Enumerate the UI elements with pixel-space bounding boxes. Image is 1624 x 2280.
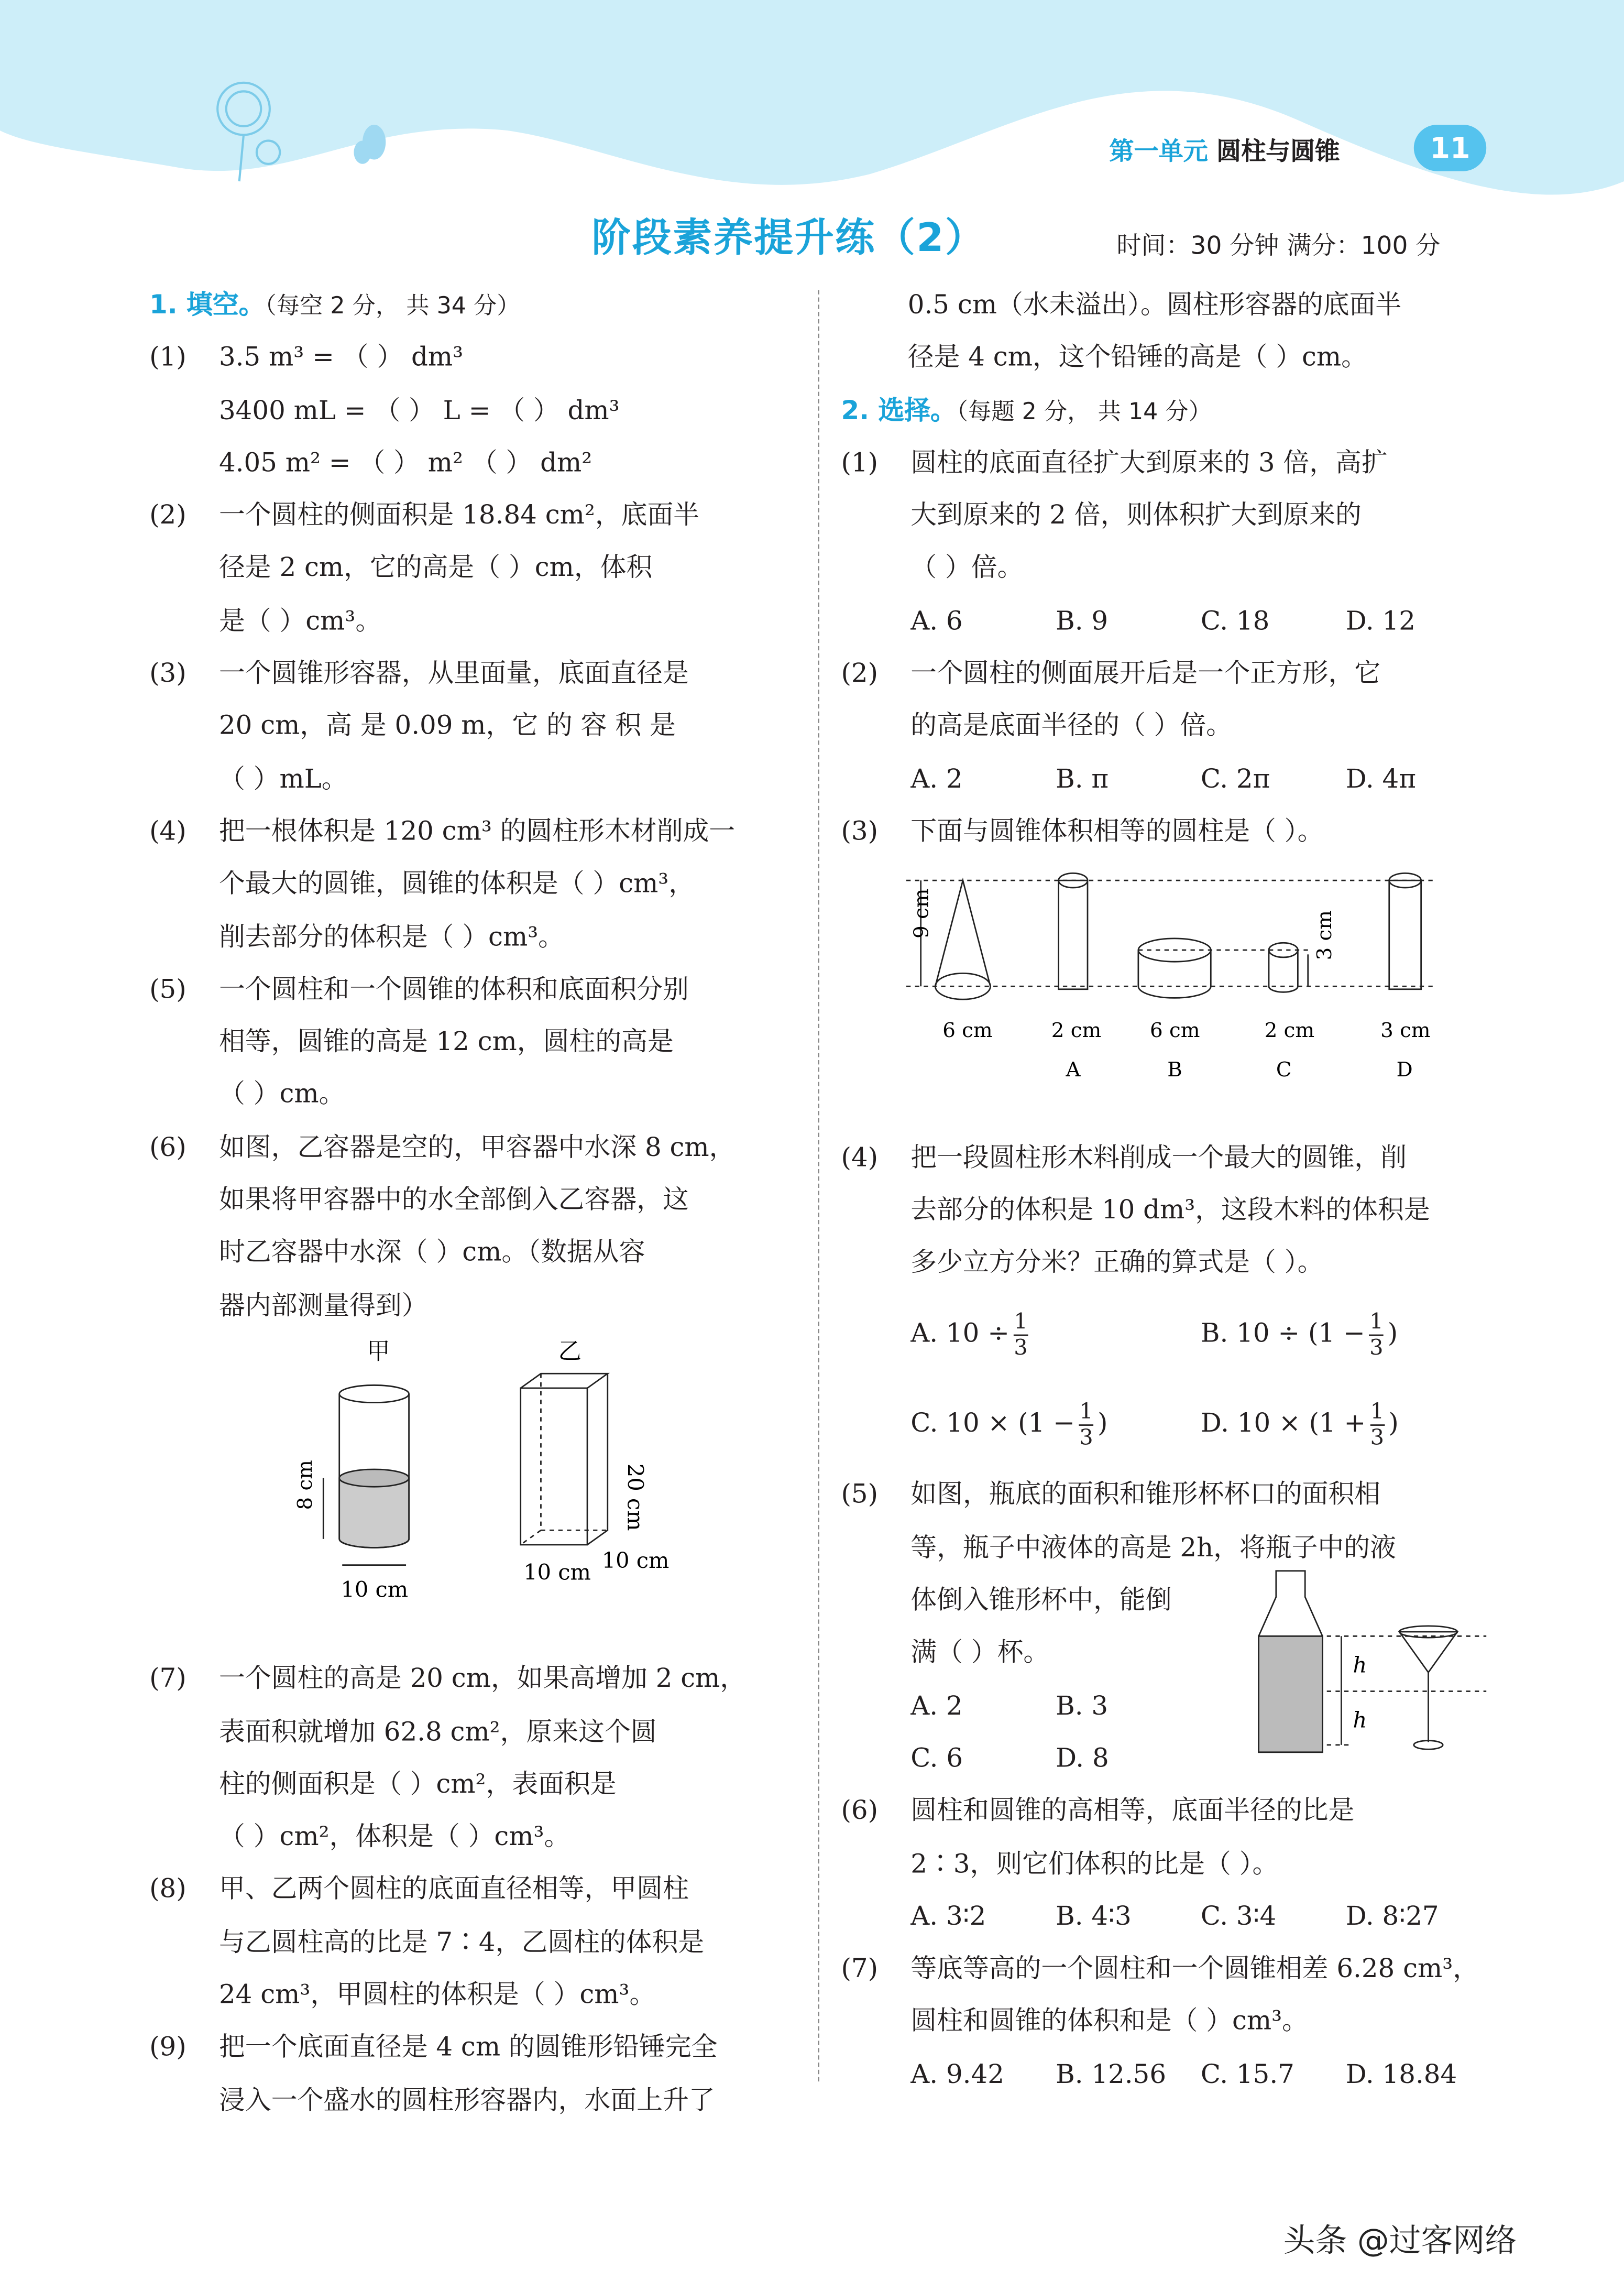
question-text: 个最大的圆锥，圆锥的体积是（ ）cm³， <box>218 869 695 900</box>
question-text: 把一个底面直径是 4 cm 的圆锥形铅锤完全 <box>218 2032 718 2063</box>
question-text: 4.05 m² = （ ） m² （ ） dm² <box>218 448 592 479</box>
question-number: (4) <box>841 1142 879 1173</box>
figure-containers <box>149 1333 802 1623</box>
question-text: 满（ ）杯。 <box>910 1638 1050 1669</box>
question-text: 体倒入锥形杯中，能倒 <box>910 1585 1172 1616</box>
svg-text:8 cm: 8 cm <box>293 1459 317 1510</box>
option[interactable]: C. 3∶4 <box>1200 1901 1277 1932</box>
question-text: 如图，乙容器是空的，甲容器中水深 8 cm， <box>218 1132 736 1163</box>
question-text: 如果将甲容器中的水全部倒入乙容器，这 <box>218 1185 689 1216</box>
question-text: 表面积就增加 62.8 cm²，原来这个圆 <box>218 1717 657 1748</box>
svg-text:10 cm: 10 cm <box>601 1547 670 1574</box>
question-line <box>149 754 802 806</box>
option[interactable]: D. 10 × (1 + $\frac{1}{3}$ ) <box>1200 1398 1399 1450</box>
question-text: 如图，瓶底的面积和锥形杯杯口的面积相 <box>910 1480 1381 1511</box>
question-line <box>149 1864 802 1917</box>
text-line: 径是 4 cm，这个铅锤的高是（ ）cm。 <box>907 343 1368 374</box>
text-line: 0.5 cm（水未溢出）。圆柱形容器的底面半 <box>907 290 1402 321</box>
option[interactable]: D. 4π <box>1345 763 1416 794</box>
question-text: 是（ ）cm³。 <box>218 606 382 637</box>
question-text: 下面与圆锥体积相等的圆柱是（ ）。 <box>910 816 1324 847</box>
question-line <box>841 1839 1494 1891</box>
question-text: （ ）cm。 <box>218 1079 345 1110</box>
question-line <box>149 912 802 964</box>
question-text: 与乙圆柱高的比是 7∶4，乙圆柱的体积是 <box>218 1927 705 1958</box>
question-line <box>841 543 1494 596</box>
question-text: 把一段圆柱形木料削成一个最大的圆锥，削 <box>910 1142 1407 1173</box>
question-text: 一个圆锥形容器，从里面量，底面直径是 <box>218 658 689 690</box>
question-text: 削去部分的体积是（ ）cm³。 <box>218 922 565 953</box>
question-line <box>149 1228 802 1280</box>
question-line <box>149 385 802 438</box>
question-text: 圆柱和圆锥的体积和是（ ）cm³。 <box>910 2006 1308 2037</box>
option[interactable]: D. 8 <box>1056 1743 1109 1774</box>
question-line <box>149 649 802 701</box>
question-text: 大到原来的 2 倍，则体积扩大到原来的 <box>910 500 1362 531</box>
options-q7 <box>841 2049 1494 2101</box>
question-number: (2) <box>149 500 186 531</box>
svg-text:3 cm: 3 cm <box>1380 1019 1431 1043</box>
question-line <box>841 649 1494 701</box>
question-text: 2∶3，则它们体积的比是（ ）。 <box>910 1848 1279 1880</box>
question-text: 圆柱的底面直径扩大到原来的 3 倍，高扩 <box>910 448 1388 479</box>
option[interactable]: B. 3 <box>1056 1690 1109 1721</box>
question-number: (7) <box>841 1954 879 1984</box>
question-number: (1) <box>841 448 879 479</box>
question-line <box>841 1786 1494 1838</box>
question-line <box>841 1185 1494 1237</box>
question-number: (3) <box>841 816 879 847</box>
question-number: (5) <box>841 1480 879 1511</box>
svg-text:B: B <box>1167 1058 1182 1082</box>
svg-text:h: h <box>1353 1707 1367 1733</box>
question-line <box>149 1017 802 1070</box>
option[interactable]: B. 9 <box>1056 606 1109 637</box>
question-text: 一个圆柱的侧面积是 18.84 cm²，底面半 <box>218 500 700 531</box>
question-text: 时乙容器中水深（ ）cm。（数据从容 <box>218 1238 645 1269</box>
options-q4b <box>841 1380 1494 1470</box>
question-text: （ ）倍。 <box>910 553 1024 584</box>
svg-text:2 cm: 2 cm <box>1264 1019 1315 1043</box>
question-text: 的高是底面半径的（ ）倍。 <box>910 711 1233 742</box>
question-line <box>149 701 802 754</box>
question-text: 3400 mL = （ ） L = （ ） dm³ <box>218 395 620 426</box>
question-line <box>149 964 802 1017</box>
page-title: 阶段素养提升练（2） <box>591 216 986 261</box>
svg-text:6 cm: 6 cm <box>942 1019 993 1043</box>
question-text: 24 cm³，甲圆柱的体积是（ ）cm³。 <box>218 1980 656 2011</box>
question-text: 器内部测量得到） <box>218 1290 428 1321</box>
question-line <box>149 1812 802 1864</box>
figure-bottle-cup <box>1247 1557 1494 1760</box>
question-number: (3) <box>149 658 186 690</box>
question-number: (2) <box>841 658 879 690</box>
svg-text:10 cm: 10 cm <box>523 1559 591 1585</box>
question-text: 一个圆柱的侧面展开后是一个正方形，它 <box>910 658 1381 690</box>
question-line <box>149 1970 802 2022</box>
time-score: 时间：30 分钟 满分：100 分 <box>1116 232 1441 261</box>
question-text: 一个圆柱和一个圆锥的体积和底面积分别 <box>218 974 689 1005</box>
option[interactable]: C. 10 × (1 − $\frac{1}{3}$ ) <box>910 1398 1108 1450</box>
question-number: (9) <box>149 2032 186 2063</box>
option[interactable]: D. 12 <box>1345 606 1415 637</box>
question-number: (4) <box>149 816 186 847</box>
question-text: 等底等高的一个圆柱和一个圆锥相差 6.28 cm³， <box>910 1954 1479 1984</box>
unit-label: 第一单元 圆柱与圆锥 <box>1109 137 1340 167</box>
question-text: 柱的侧面积是（ ）cm²，表面积是 <box>218 1769 617 1800</box>
option[interactable]: A. 3∶2 <box>910 1901 986 1932</box>
question-number: (6) <box>841 1796 879 1827</box>
svg-text:9 cm: 9 cm <box>909 889 934 939</box>
question-text: （ ）mL。 <box>218 763 348 794</box>
question-line <box>149 490 802 543</box>
question-text: 圆柱和圆锥的高相等，底面半径的比是 <box>910 1796 1355 1827</box>
footer-watermark: 头条 @过客网络 <box>1283 2223 1517 2260</box>
page-number: 11 <box>1414 125 1486 171</box>
question-text: 浸入一个盛水的圆柱形容器内，水面上升了 <box>218 2085 715 2116</box>
options-q6 <box>841 1891 1494 1944</box>
svg-text:D: D <box>1396 1058 1413 1082</box>
svg-text:h: h <box>1353 1652 1367 1678</box>
question-text: 多少立方分米？正确的算式是（ ）。 <box>910 1247 1324 1279</box>
svg-text:乙: 乙 <box>558 1338 581 1365</box>
question-line <box>841 1132 1494 1185</box>
question-line <box>841 1238 1494 1290</box>
svg-text:20 cm: 20 cm <box>622 1463 649 1531</box>
question-text: 3.5 m³ = （ ） dm³ <box>218 343 464 374</box>
question-text: 把一根体积是 120 cm³ 的圆柱形木材削成一 <box>218 816 736 847</box>
question-line <box>149 859 802 911</box>
section-choice: 2. 选择。（每题 2 分， 共 14 分） <box>841 395 1212 426</box>
question-line <box>149 438 802 490</box>
question-line <box>841 438 1494 490</box>
question-line <box>149 596 802 648</box>
question-line <box>149 333 802 385</box>
question-text: 等，瓶子中液体的高是 2h，将瓶子中的液 <box>910 1533 1396 1564</box>
question-line <box>841 1470 1494 1522</box>
svg-text:甲: 甲 <box>367 1338 390 1365</box>
svg-text:6 cm: 6 cm <box>1150 1019 1200 1043</box>
option[interactable]: C. 2π <box>1200 763 1270 794</box>
question-number: (6) <box>149 1132 186 1163</box>
option[interactable]: C. 6 <box>910 1743 963 1774</box>
options-q2 <box>841 754 1494 806</box>
figure-cone-cylinders <box>841 859 1494 1112</box>
option[interactable]: B. π <box>1056 763 1109 794</box>
svg-text:2 cm: 2 cm <box>1051 1019 1102 1043</box>
options-q1 <box>841 596 1494 648</box>
question-line <box>841 1997 1494 2049</box>
svg-text:A: A <box>1066 1058 1081 1082</box>
question-text: 甲、乙两个圆柱的底面直径相等，甲圆柱 <box>218 1874 689 1905</box>
question-number: (1) <box>149 343 186 374</box>
question-text: 20 cm，高 是 0.09 m，它 的 容 积 是 <box>218 711 676 742</box>
question-text: 相等，圆锥的高是 12 cm，圆柱的高是 <box>218 1027 674 1058</box>
question-text: 径是 2 cm，它的高是（ ）cm，体积 <box>218 553 653 584</box>
option[interactable]: B. 10 ÷ (1 − $\frac{1}{3}$ ) <box>1200 1308 1398 1361</box>
question-text: 去部分的体积是 10 dm³，这段木料的体积是 <box>910 1195 1430 1226</box>
question-line <box>149 1707 802 1759</box>
option[interactable]: B. 12.56 <box>1056 2059 1167 2090</box>
question-line <box>149 2075 802 2128</box>
svg-text:C: C <box>1276 1058 1292 1082</box>
question-line <box>149 1759 802 1812</box>
question-line <box>841 701 1494 754</box>
right-column <box>841 280 1494 2102</box>
option[interactable]: A. 2 <box>910 763 963 794</box>
option[interactable]: B. 4∶3 <box>1056 1901 1132 1932</box>
option[interactable]: C. 15.7 <box>1200 2059 1294 2090</box>
question-line <box>841 490 1494 543</box>
question-line <box>149 1175 802 1227</box>
option[interactable]: A. 10 ÷ $\frac{1}{3}$ <box>910 1308 1028 1361</box>
question-line <box>149 1280 802 1333</box>
column-divider <box>818 290 819 2081</box>
option[interactable]: A. 2 <box>910 1690 963 1721</box>
question-line <box>841 1944 1494 1996</box>
question-line <box>149 543 802 596</box>
question-number: (8) <box>149 1874 186 1905</box>
question-line <box>149 806 802 859</box>
header-wave-banner <box>0 0 1624 203</box>
option[interactable]: D. 18.84 <box>1345 2059 1457 2090</box>
question-line <box>149 1917 802 1970</box>
question-text: （ ）cm²，体积是（ ）cm³。 <box>218 1821 570 1853</box>
question-line <box>149 1654 802 1706</box>
left-column <box>149 280 802 2128</box>
option[interactable]: A. 9.42 <box>910 2059 1004 2090</box>
question-line <box>149 1122 802 1175</box>
section-fill-blank: 1. 填空。（每空 2 分， 共 34 分） <box>149 290 520 321</box>
question-line <box>841 806 1494 859</box>
question-line <box>149 2022 802 2075</box>
question-number: (5) <box>149 974 186 1005</box>
question-number: (7) <box>149 1664 186 1695</box>
question-line <box>149 1070 802 1122</box>
option[interactable]: D. 8∶27 <box>1345 1901 1439 1932</box>
svg-text:3 cm: 3 cm <box>1313 910 1337 961</box>
option[interactable]: A. 6 <box>910 606 963 637</box>
question-text: 一个圆柱的高是 20 cm，如果高增加 2 cm， <box>218 1664 747 1695</box>
options-q4 <box>841 1290 1494 1380</box>
svg-text:10 cm: 10 cm <box>341 1576 409 1602</box>
option[interactable]: C. 18 <box>1200 606 1270 637</box>
